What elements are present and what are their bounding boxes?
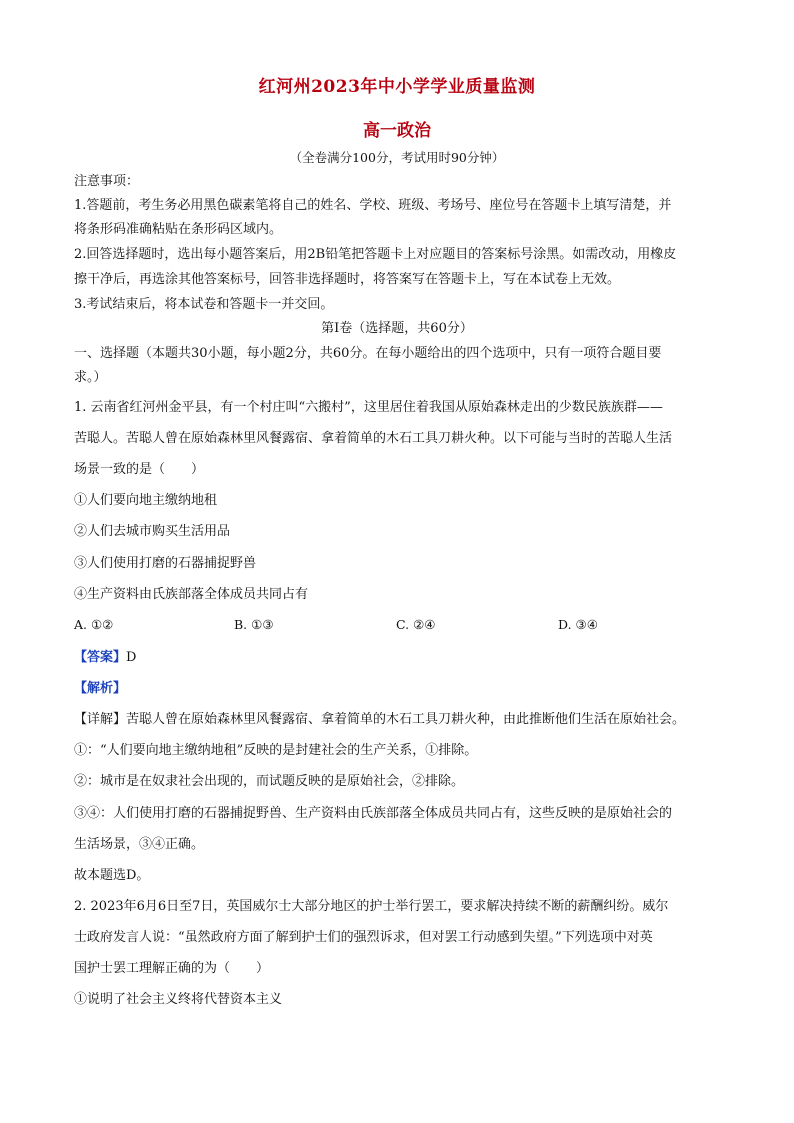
detail-tag: 【详解】: [74, 712, 127, 727]
q1-explanation-3-line-1: ③④：人们使用打磨的石器捕捉野兽、生产资料由氏族部落全体成员共同占有，这些反映的是原始社会的: [74, 806, 673, 821]
q1-stem-line-1: 1. 云南省红河州金平县，有一个村庄叫“六搬村”，这里居住着我国从原始森林走出的少数民族族群——: [74, 400, 663, 415]
q1-conclusion: 故本题选D。: [74, 868, 150, 883]
notice-item-1-line-1: 1.答题前，考生务必用黑色碳素笔将自己的姓名、学校、班级、考场号、座位号在答题卡上填写清楚，并: [74, 198, 672, 213]
q1-item-1: ①人们要向地主缴纳地租: [74, 493, 218, 508]
q1-answer: D: [126, 650, 137, 665]
exam-subject: 高一政治: [363, 121, 431, 141]
q2-item-1: ①说明了社会主义终将代替资本主义: [74, 992, 283, 1007]
notice-item-2-line-1: 2.回答选择题时，选出每小题答案后，用2B铅笔把答题卡上对应题目的答案标号涂黑。如需改动，用橡皮: [74, 247, 677, 262]
q1-stem-line-2: 苦聪人。苦聪人曾在原始森林里风餐露宿、拿着简单的木石工具刀耕火种。以下可能与当时的苦聪人生活: [74, 431, 673, 446]
q1-explanation-2: ②：城市是在奴隶社会出现的，而试题反映的是原始社会，②排除。: [74, 774, 465, 789]
notice-item-1-line-2: 将条形码准确粘贴在条形码区域内。: [74, 222, 283, 237]
section-intro-line-2: 求。）: [74, 370, 107, 385]
section-intro-line-1: 一、选择题（本题共30小题，每小题2分，共60分。在每小题给出的四个选项中，只有一项符合题目要: [74, 346, 662, 361]
q1-explanation-3-line-2: 生活场景，③④正确。: [74, 837, 205, 852]
q1-option-a: A. ①②: [74, 617, 114, 632]
answer-tag: 【答案】: [74, 650, 127, 665]
q1-explanation-1: ①：“人们要向地主缴纳地租”反映的是封建社会的生产关系，①排除。: [74, 743, 478, 758]
q1-item-4: ④生产资料由氏族部落全体成员共同占有: [74, 587, 309, 602]
q1-answer-line: [74, 648, 724, 668]
q1-option-b: B. ①③: [234, 617, 274, 632]
analysis-tag: 【解析】: [74, 681, 127, 696]
notice-item-2-line-2: 擦干净后，再选涂其他答案标号，回答非选择题时，将答案写在答题卡上，写在本试卷上无效。: [74, 272, 621, 287]
q1-detail: 苦聪人曾在原始森林里风餐露宿、拿着简单的木石工具刀耕火种，由此推断他们生活在原始社会。: [126, 712, 686, 727]
q1-item-2: ②人们去城市购买生活用品: [74, 524, 231, 539]
q2-stem-line-2: 士政府发言人说：“虽然政府方面了解到护士们的强烈诉求，但对罢工行动感到失望。”下列选项中对英: [74, 930, 653, 945]
q1-stem-line-3: 场景一致的是（ ）: [74, 462, 205, 477]
notice-heading: 注意事项：: [74, 174, 140, 189]
part-title: 第Ⅰ卷（选择题，共60分）: [321, 321, 473, 336]
notice-item-3: 3.考试结束后，将本试卷和答题卡一并交回。: [74, 297, 334, 312]
exam-title: 红河州2023年中小学学业质量监测: [258, 77, 536, 97]
q2-stem-line-3: 国护士罢工理解正确的为（ ）: [74, 961, 270, 976]
q1-item-3: ③人们使用打磨的石器捕捉野兽: [74, 556, 257, 571]
q1-detail-line: [74, 710, 724, 730]
q1-analysis-line: [74, 679, 724, 699]
q2-stem-line-1: 2. 2023年6月6日至7日，英国威尔士大部分地区的护士举行罢工，要求解决持续不断的薪酬纠纷。威尔: [74, 899, 669, 914]
score-note: （全卷满分100分，考试用时90分钟）: [289, 150, 505, 165]
q1-option-d: D. ③④: [558, 617, 598, 632]
q1-option-c: C. ②④: [396, 617, 436, 632]
